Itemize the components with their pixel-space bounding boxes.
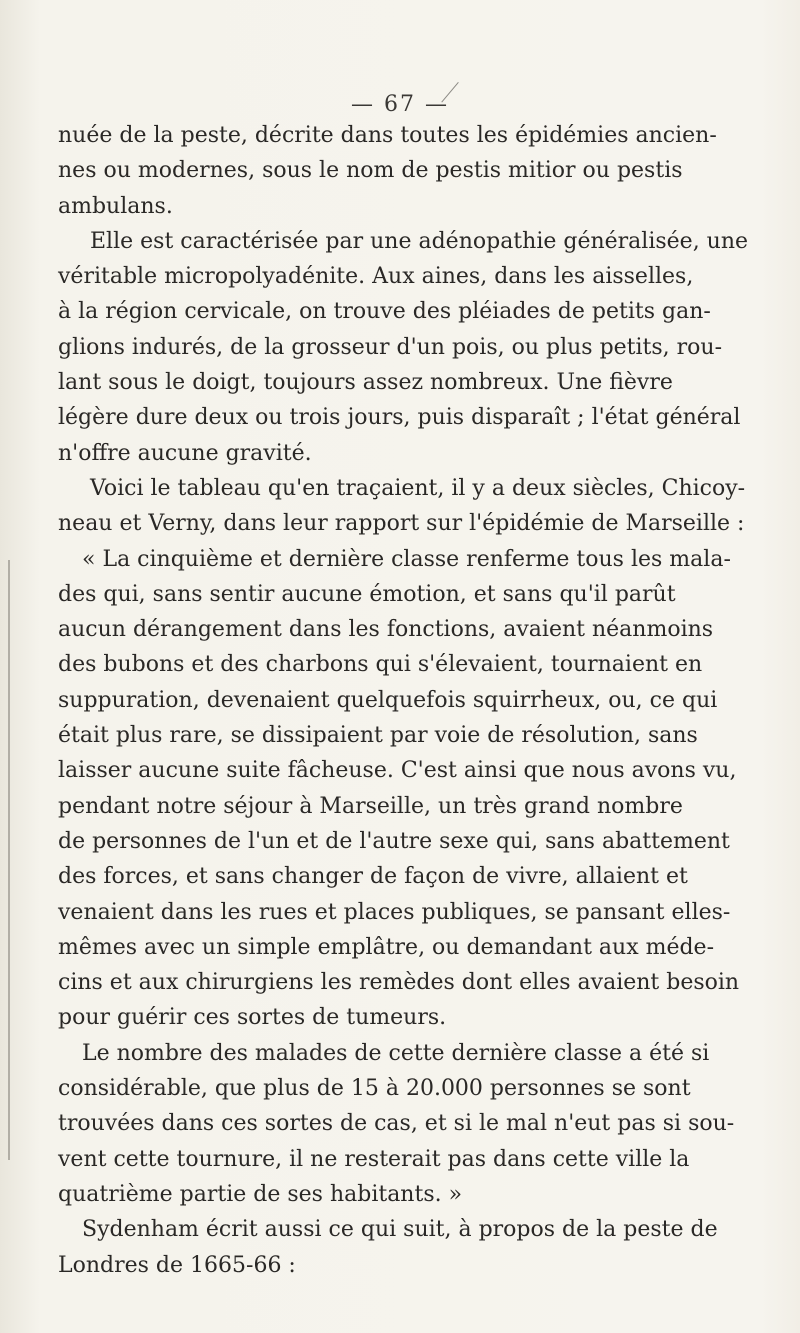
text-line: Londres de 1665-66 : — [58, 1252, 296, 1278]
text-line: vent cette tournure, il ne resterait pas dans cette ville la — [58, 1146, 690, 1172]
text-line: nes ou modernes, sous le nom de pestis mitior ou pestis — [58, 158, 683, 184]
text-line: à la région cervicale, on trouve des pléiades de petits gan- — [58, 299, 711, 325]
text-line: était plus rare, se dissipaient par voie de résolution, sans — [58, 723, 698, 749]
text-line: pendant notre séjour à Marseille, un très grand nombre — [58, 793, 683, 819]
text-line: laisser aucune suite fâcheuse. C'est ainsi que nous avons vu, — [58, 758, 737, 784]
text-line: aucun dérangement dans les fonctions, avaient néanmoins — [58, 617, 714, 643]
text-line: véritable micropolyadénite. Aux aines, dans les aisselles, — [58, 264, 694, 290]
text-line: neau et Verny, dans leur rapport sur l'épidémie de Marseille : — [58, 511, 745, 537]
text-line: Sydenham écrit aussi ce qui suit, à propos de la peste de — [82, 1217, 718, 1243]
text-line: Voici le tableau qu'en traçaient, il y a deux siècles, Chicoy- — [90, 475, 746, 501]
text-line: des qui, sans sentir aucune émotion, et sans qu'il parût — [58, 581, 676, 607]
text-line: légère dure deux ou trois jours, puis disparaît ; l'état général — [58, 405, 741, 431]
text-line: mêmes avec un simple emplâtre, ou demandant aux méde- — [58, 934, 715, 960]
text-line: de personnes de l'un et de l'autre sexe qui, sans abattement — [58, 828, 730, 854]
text-line: quatrième partie de ses habitants. » — [58, 1181, 463, 1207]
text-line: Elle est caractérisée par une adénopathie généralisée, une — [90, 228, 749, 254]
text-line: pour guérir ces sortes de tumeurs. — [58, 1005, 447, 1031]
text-line: ambulans. — [58, 193, 173, 219]
text-line: « La cinquième et dernière classe renferme tous les mala- — [82, 546, 731, 572]
body-text — [52, 118, 780, 1283]
text-line: des bubons et des charbons qui s'élevaient, tournaient en — [58, 652, 703, 678]
text-line: venaient dans les rues et places publiques, se pansant elles- — [58, 899, 731, 925]
text-line: Le nombre des malades de cette dernière classe a été si — [82, 1040, 710, 1066]
text-line: considérable, que plus de 15 à 20.000 personnes se sont — [58, 1076, 691, 1102]
text-line: cins et aux chirurgiens les remèdes dont elles avaient besoin — [58, 970, 740, 996]
page-number: — 67 — — [351, 92, 449, 117]
text-line: nuée de la peste, décrite dans toutes les épidémies ancien- — [58, 123, 717, 148]
text-line: glions indurés, de la grosseur d'un pois, ou plus petits, rou- — [58, 334, 723, 360]
text-line: n'offre aucune gravité. — [58, 440, 312, 466]
text-line: suppuration, devenaient quelquefois squirrheux, ou, ce qui — [58, 687, 718, 713]
text-line: trouvées dans ces sortes de cas, et si le mal n'eut pas si sou- — [58, 1111, 735, 1137]
text-line: des forces, et sans changer de façon de vivre, allaient et — [58, 864, 688, 890]
text-line: lant sous le doigt, toujours assez nombreux. Une fièvre — [58, 370, 673, 396]
page-edge-shadow — [8, 560, 10, 1160]
